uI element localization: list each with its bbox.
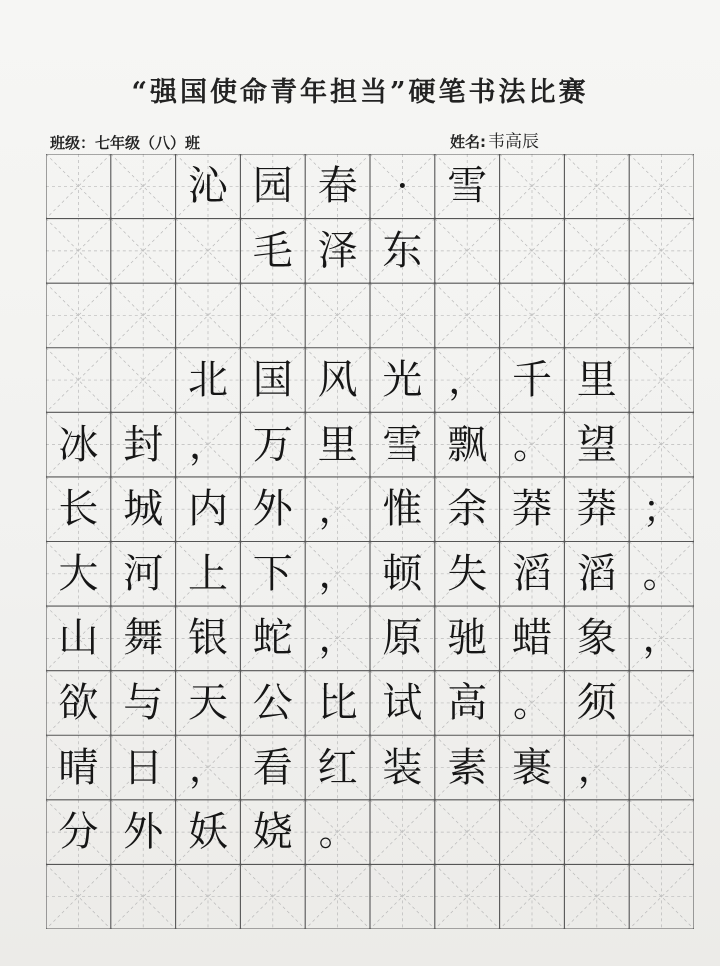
name-label: 姓名:: [450, 133, 486, 151]
poem-character: 莽: [511, 486, 552, 533]
poem-character: 东: [382, 227, 423, 274]
poem-character: 飘: [447, 421, 488, 468]
poem-character: 雪: [447, 163, 488, 210]
poem-character: 外: [123, 809, 164, 856]
poem-character: 。: [512, 680, 551, 725]
poem-character: 舞: [123, 615, 164, 662]
poem-character: 日: [123, 744, 164, 791]
poem-character: 下: [252, 550, 293, 597]
poem-character: 。: [512, 422, 551, 467]
poem-character: 封: [123, 421, 164, 468]
poem-character: 里: [317, 421, 358, 468]
poem-character: 山: [58, 615, 99, 662]
poem-character: 银: [187, 615, 228, 662]
poem-character: 蛇: [252, 615, 293, 662]
poem-character: 素: [447, 744, 488, 791]
poem-character: 裹: [511, 744, 552, 791]
poem-character: ，: [577, 745, 616, 790]
name-field: [450, 127, 539, 152]
class-label: 班级：七年级（八）班: [50, 134, 201, 152]
poem-character: 红: [317, 744, 358, 791]
poem-character: 滔: [511, 550, 552, 597]
poem-character: 城: [123, 486, 164, 533]
poem-character: 风: [317, 357, 358, 404]
poem-character: ，: [318, 616, 357, 661]
poem-character: 长: [58, 486, 99, 533]
poem-character: 妖: [187, 809, 228, 856]
poem-character: 北: [187, 357, 228, 404]
poem-character: ，: [448, 358, 487, 403]
poem-character: 内: [187, 486, 228, 533]
poem-character: 公: [252, 679, 293, 726]
poem-character: 看: [252, 744, 293, 791]
poem-character: 外: [252, 486, 293, 533]
poem-character: 象: [576, 615, 617, 662]
poem-character: 望: [576, 421, 617, 468]
poem-character: 天: [187, 679, 228, 726]
name-signature: 韦高辰: [488, 132, 539, 152]
poem-character: 万: [252, 421, 293, 468]
poem-character: ；: [642, 487, 681, 532]
poem-character: 余: [447, 486, 488, 533]
poem-character: 惟: [382, 486, 423, 533]
poem-character: 泽: [317, 227, 358, 274]
poem-character: 娆: [252, 809, 293, 856]
poem-character: ·: [396, 164, 409, 209]
poem-character: 与: [123, 679, 164, 726]
poem-character: 光: [382, 357, 423, 404]
poem-character: 上: [187, 550, 228, 597]
poem-character: 欲: [58, 679, 99, 726]
poem-character: 国: [252, 357, 293, 404]
poem-character: ，: [188, 745, 227, 790]
poem-character: 驰: [447, 615, 488, 662]
poem-character: 。: [642, 551, 681, 596]
poem-character: 试: [382, 679, 423, 726]
poem-character: 春: [317, 163, 358, 210]
poem-text: [46, 154, 694, 929]
poem-character: ，: [642, 616, 681, 661]
poem-character: 高: [447, 679, 488, 726]
poem-character: 。: [318, 810, 357, 855]
poem-character: ，: [318, 487, 357, 532]
poem-character: 园: [252, 163, 293, 210]
poem-character: ，: [318, 551, 357, 596]
poem-character: 装: [382, 744, 423, 791]
poem-character: 雪: [382, 421, 423, 468]
poem-character: 大: [58, 550, 99, 597]
poem-character: 毛: [252, 227, 293, 274]
poem-character: 须: [576, 679, 617, 726]
poem-character: 蜡: [511, 615, 552, 662]
poem-character: 冰: [58, 421, 99, 468]
poem-character: 比: [317, 679, 358, 726]
poem-character: 失: [447, 550, 488, 597]
poem-character: 晴: [58, 744, 99, 791]
poem-character: 里: [576, 357, 617, 404]
poem-character: 分: [58, 809, 99, 856]
poem-character: 沁: [187, 163, 228, 210]
poem-character: 千: [511, 357, 552, 404]
poem-character: 莽: [576, 486, 617, 533]
poem-character: ，: [188, 422, 227, 467]
page-title: “强国使命青年担当”硬笔书法比赛: [131, 77, 589, 108]
poem-character: 河: [123, 550, 164, 597]
poem-character: 顿: [382, 550, 423, 597]
poem-character: 滔: [576, 550, 617, 597]
poem-character: 原: [382, 615, 423, 662]
